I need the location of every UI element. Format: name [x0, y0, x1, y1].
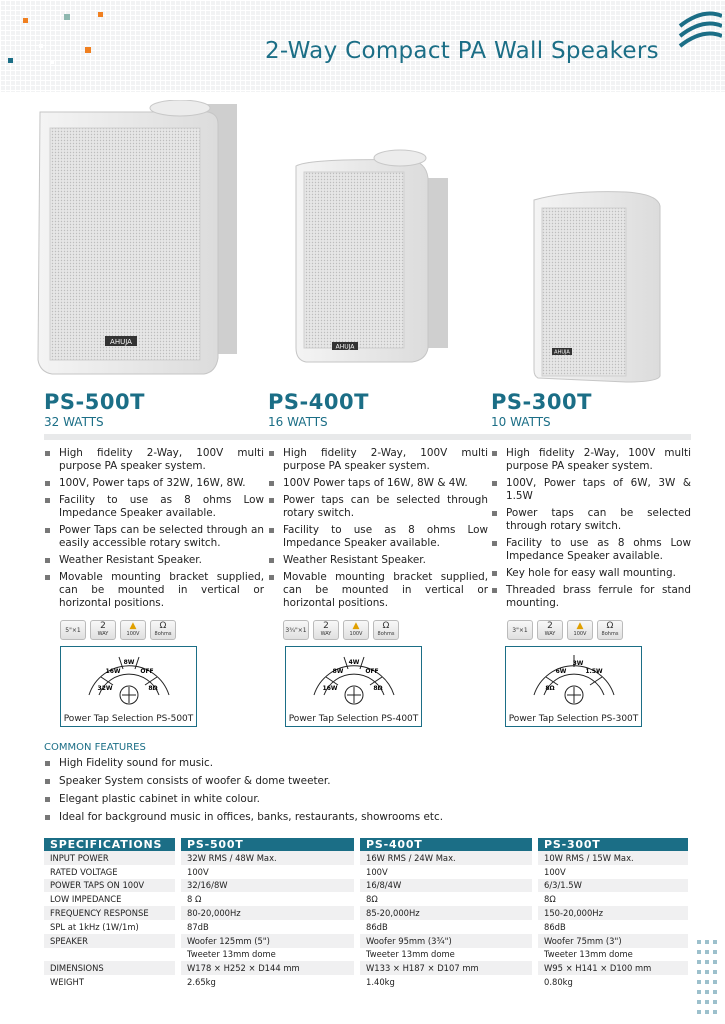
svg-text:16W: 16W [105, 668, 121, 675]
decorative-dots [697, 940, 719, 1016]
speaker-image-ps500t [30, 100, 250, 380]
list-item: Weather Resistant Speaker. [268, 554, 488, 567]
header-square [50, 60, 54, 64]
column-header: PS-300T [538, 838, 688, 851]
svg-text:6W: 6W [555, 668, 567, 675]
svg-text:8W: 8W [332, 668, 344, 675]
common-features-title: COMMON FEATURES [44, 742, 146, 753]
svg-text:8Ω: 8Ω [148, 685, 158, 692]
power-tap-diagram-ps300t [505, 646, 642, 727]
svg-text:4W: 4W [348, 659, 360, 666]
list-item: Key hole for easy wall mounting. [491, 567, 691, 580]
svg-text:8W: 8W [123, 659, 135, 666]
list-item: Movable mounting bracket supplied, can be mounted in vertical or horizontal positions. [44, 571, 264, 610]
list-item: High fidelity 2-Way, 100V multi purpose PA speaker system. [44, 447, 264, 473]
list-item: Speaker System consists of woofer & dome tweeter. [44, 775, 443, 788]
model-name: PS-300T [491, 390, 592, 414]
page-title: 2-Way Compact PA Wall Speakers [265, 38, 659, 64]
svg-text:AHUJA: AHUJA [554, 349, 570, 356]
list-item: Power Taps can be selected through an easily accessible rotary switch. [44, 524, 264, 550]
table-row: DIMENSIONS W178 × H252 × D144 mm W133 × H187 × D107 mm W95 × H141 × D100 mm [44, 961, 688, 975]
header-square [98, 12, 103, 17]
divider [491, 434, 691, 440]
feature-list [268, 447, 488, 610]
table-row: RATED VOLTAGE 100V 100V 100V [44, 865, 688, 879]
list-item: High fidelity 2-Way, 100V multi purpose PA speaker system. [268, 447, 488, 473]
list-item: 100V, Power taps of 32W, 16W, 8W. [44, 477, 264, 490]
tap-caption: Power Tap Selection PS-400T [288, 714, 419, 724]
list-item: 100V Power taps of 16W, 8W & 4W. [268, 477, 488, 490]
size-icon: 3"×1 [507, 620, 533, 640]
list-item: Power taps can be selected through rotary switch. [491, 507, 691, 533]
svg-text:AHUJA: AHUJA [335, 343, 355, 351]
size-icon: 5"×1 [60, 620, 86, 640]
header-square [39, 44, 43, 48]
list-item: Movable mounting bracket supplied, can be mounted in vertical or horizontal positions. [268, 571, 488, 610]
speaker-image-ps300t [530, 186, 665, 386]
speaker-image-ps400t [290, 148, 470, 368]
header-square [85, 47, 91, 53]
product-ps500t [44, 390, 264, 614]
ohm-icon: Ω 8ohms [373, 620, 399, 640]
column-header: PS-500T [181, 838, 354, 851]
list-item: Facility to use as 8 ohms Low Impedance Speaker available. [44, 494, 264, 520]
list-item: Power taps can be selected through rotary switch. [268, 494, 488, 520]
list-item: Threaded brass ferrule for stand mounting. [491, 584, 691, 610]
list-item: High Fidelity sound for music. [44, 757, 443, 770]
header-square [8, 58, 13, 63]
tap-caption: Power Tap Selection PS-500T [63, 714, 194, 724]
feature-list [44, 447, 264, 610]
voltage-warning-icon: ▲ 100V [567, 620, 593, 640]
svg-text:32W: 32W [97, 685, 113, 692]
power-tap-diagram-ps500t [60, 646, 197, 727]
svg-text:3W: 3W [572, 660, 584, 667]
table-row: POWER TAPS ON 100V 32/16/8W 16/8/4W 6/3/1.5W [44, 879, 688, 893]
two-way-icon: 2 WAY [90, 620, 116, 640]
table-row: FREQUENCY RESPONSE 80-20,000Hz 85-20,000Hz 150-20,000Hz [44, 906, 688, 920]
model-watts: 10 WATTS [491, 415, 551, 429]
product-ps300t [491, 390, 691, 614]
specifications-table [44, 838, 688, 989]
svg-text:8Ω: 8Ω [373, 685, 383, 692]
header-square [64, 14, 70, 20]
list-item: High fidelity 2-Way, 100V multi purpose PA speaker system. [491, 447, 691, 473]
rotary-switch-diagram [506, 647, 643, 711]
ohm-icon: Ω 8ohms [597, 620, 623, 640]
svg-text:OFF: OFF [365, 668, 379, 675]
two-way-icon: 2 WAY [313, 620, 339, 640]
table-row: INPUT POWER 32W RMS / 48W Max. 16W RMS / 24W Max. 10W RMS / 15W Max. [44, 851, 688, 865]
voltage-warning-icon: ▲ 100V [120, 620, 146, 640]
tap-caption: Power Tap Selection PS-300T [508, 714, 639, 724]
model-name: PS-500T [44, 390, 145, 414]
model-name: PS-400T [268, 390, 369, 414]
header-square [23, 18, 28, 23]
list-item: Weather Resistant Speaker. [44, 554, 264, 567]
table-row: SPEAKER Woofer 125mm (5") Woofer 95mm (3¾") Woofer 75mm (3") [44, 934, 688, 948]
svg-text:OFF: OFF [140, 668, 154, 675]
model-watts: 32 WATTS [44, 415, 104, 429]
rotary-switch-diagram [286, 647, 423, 711]
table-row: LOW IMPEDANCE 8 Ω 8Ω 8Ω [44, 892, 688, 906]
svg-text:AHUJA: AHUJA [110, 338, 132, 346]
table-header-row [44, 838, 688, 851]
voltage-warning-icon: ▲ 100V [343, 620, 369, 640]
svg-text:1.5W: 1.5W [585, 668, 603, 675]
two-way-icon: 2 WAY [537, 620, 563, 640]
list-item: Facility to use as 8 ohms Low Impedance Speaker available. [491, 537, 691, 563]
rotary-switch-diagram [61, 647, 198, 711]
table-row: SPL at 1kHz (1W/1m) 87dB 86dB 86dB [44, 920, 688, 934]
svg-text:16W: 16W [322, 685, 338, 692]
list-item: Facility to use as 8 ohms Low Impedance Speaker available. [268, 524, 488, 550]
list-item: 100V, Power taps of 6W, 3W & 1.5W [491, 477, 691, 503]
feature-list [491, 447, 691, 610]
ohm-icon: Ω 8ohms [150, 620, 176, 640]
column-header: SPECIFICATIONS [44, 838, 175, 851]
divider [44, 434, 269, 440]
common-features-list [44, 757, 443, 829]
column-header: PS-400T [360, 838, 532, 851]
size-icon: 3¾"×1 [283, 620, 309, 640]
list-item: Ideal for background music in offices, banks, restaurants, showrooms etc. [44, 811, 443, 824]
svg-text:8Ω: 8Ω [545, 685, 555, 692]
brand-swoosh-icon [678, 6, 722, 66]
table-row: WEIGHT 2.65kg 1.40kg 0.80kg [44, 975, 688, 989]
list-item: Elegant plastic cabinet in white colour. [44, 793, 443, 806]
power-tap-diagram-ps400t [285, 646, 422, 727]
product-ps400t [268, 390, 488, 614]
table-row: Tweeter 13mm dome Tweeter 13mm dome Tweeter 13mm dome [44, 948, 688, 962]
divider [268, 434, 493, 440]
model-watts: 16 WATTS [268, 415, 328, 429]
